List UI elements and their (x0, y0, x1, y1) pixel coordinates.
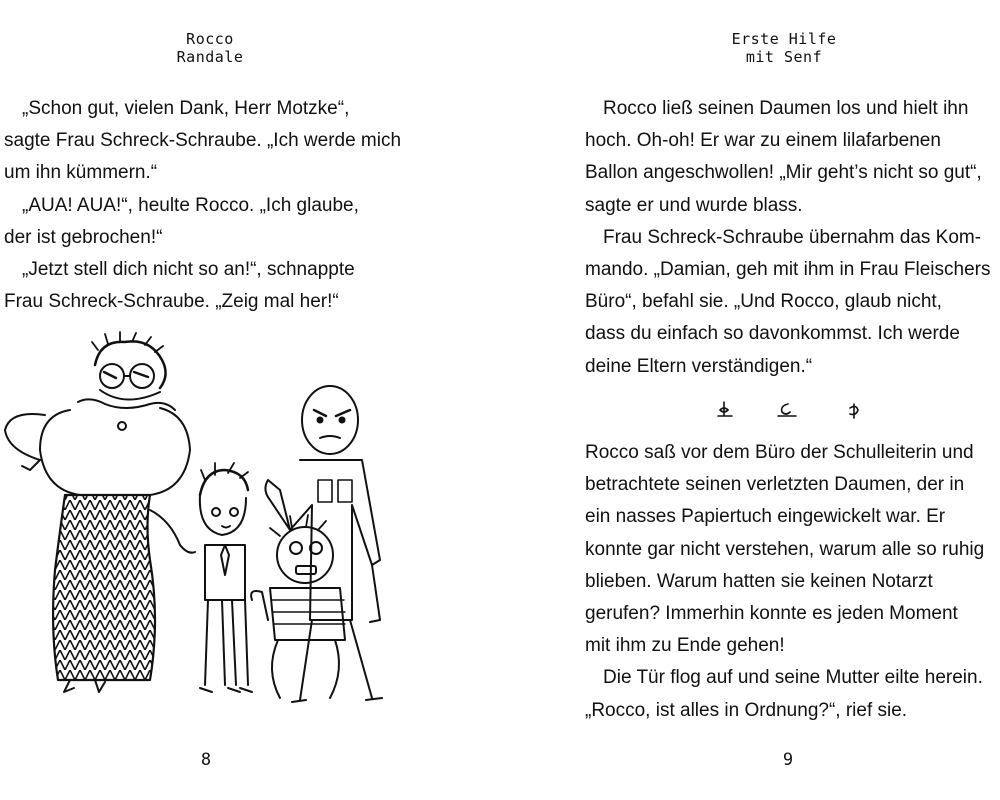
page-number: 8 (200, 750, 212, 770)
running-head-line: Rocco (186, 30, 234, 48)
text-line: mit ihm zu Ende gehen! (585, 635, 785, 657)
text-line: „AUA! AUA!“, heulte Rocco. „Ich glaube, (22, 194, 359, 216)
text-line: „Rocco, ist alles in Ordnung?“, rief sie. (585, 699, 908, 721)
text-line: „Jetzt stell dich nicht so an!“, schnappte (22, 259, 355, 281)
section-break-ornament (710, 396, 870, 424)
text-line: sagte er und wurde blass. (585, 194, 803, 216)
text-line: dass du einfach so davonkommst. Ich werde (585, 323, 960, 345)
left-running-head (160, 30, 260, 66)
running-head-line: mit Senf (745, 48, 823, 66)
man-motzke-figure (265, 386, 382, 702)
text-line: Die Tür flog auf und seine Mutter eilte herein. (603, 667, 983, 689)
right-body-text-part1 (585, 93, 1000, 383)
text-line: Rocco saß vor dem Büro der Schulleiterin und (585, 442, 974, 463)
text-line: sagte Frau Schreck-Schraube. „Ich werde mich (4, 130, 402, 152)
left-body-text (4, 93, 464, 318)
text-line: blieben. Warum hatten sie keinen Notarzt (585, 570, 933, 592)
running-head-line: Randale (176, 48, 244, 66)
text-line: „Schon gut, vielen Dank, Herr Motzke“, (22, 98, 350, 119)
illustration-teachers-and-boys (0, 330, 430, 720)
text-line: Büro“, befahl sie. „Und Rocco, glaub nicht, (585, 291, 942, 313)
text-line: gerufen? Immerhin konnte es jeden Moment (585, 603, 958, 625)
boy-rocco-figure (251, 515, 345, 698)
text-line: hoch. Oh-oh! Er war zu einem lilafarbenen (585, 130, 941, 152)
boy-damian-figure (200, 463, 252, 692)
text-line: Frau Schreck-Schraube übernahm das Kom- (603, 226, 982, 248)
right-running-head (724, 30, 844, 66)
text-line: Rocco ließ seinen Daumen los und hielt ihn (603, 98, 969, 119)
text-line: mando. „Damian, geh mit ihm in Frau Fleischers (585, 259, 991, 281)
woman-figure (5, 332, 195, 692)
text-line: der ist gebrochen!“ (4, 226, 163, 248)
text-line: betrachtete seinen verletzten Daumen, der in (585, 474, 965, 496)
right-body-text-part2 (585, 437, 1000, 727)
text-line: konnte gar nicht verstehen, warum alle so ruhig (585, 538, 985, 560)
text-line: Ballon angeschwollen! „Mir geht’s nicht so gut“, (585, 162, 982, 184)
text-line: deine Eltern verständigen.“ (585, 355, 813, 377)
running-head-line: Erste Hilfe (731, 30, 837, 48)
text-line: um ihn kümmern.“ (4, 162, 158, 184)
page-number: 9 (782, 750, 794, 770)
text-line: Frau Schreck-Schraube. „Zeig mal her!“ (4, 291, 339, 313)
right-page (500, 0, 1000, 800)
text-line: ein nasses Papiertuch eingewickelt war. Er (585, 506, 946, 528)
